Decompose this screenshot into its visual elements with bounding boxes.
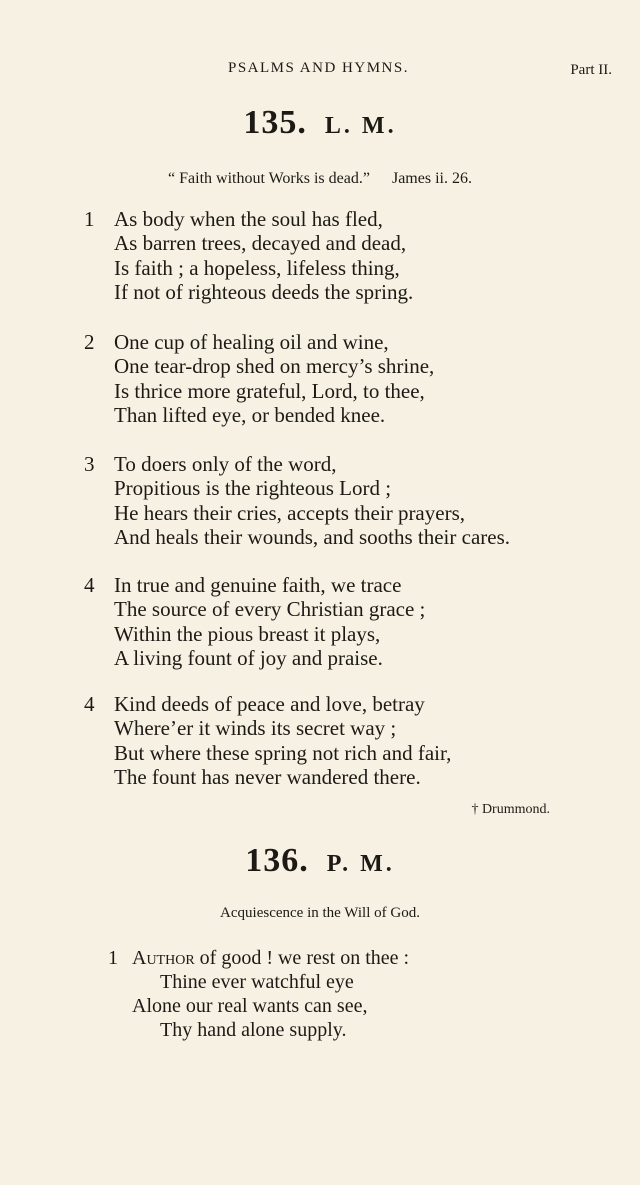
stanza-line: Within the pious breast it plays, <box>114 621 381 646</box>
first-word: Author <box>132 947 195 969</box>
stanza-3 <box>84 452 604 549</box>
stanza-line: If not of righteous deeds the spring. <box>114 279 414 304</box>
stanza-line: He hears their cries, accepts their prayers, <box>114 500 465 525</box>
stanza-line: Alone our real wants can see, <box>132 995 368 1017</box>
attribution: † Drummond. <box>471 802 550 817</box>
stanza-line: Is faith ; a hopeless, lifeless thing, <box>114 255 400 280</box>
stanza-line: The source of every Christian grace ; <box>114 597 426 622</box>
verse-number: 2 <box>84 330 95 354</box>
stanza-line: 4 Kind deeds of peace and love, betray <box>84 692 425 716</box>
running-head <box>0 60 640 86</box>
stanza-line: Propitious is the righteous Lord ; <box>114 476 392 501</box>
stanza-line: Where’er it winds its secret way ; <box>114 716 397 741</box>
hymn-136-epigraph: Acquiescence in the Will of God. <box>220 905 420 921</box>
hymn-meter: L. M. <box>324 113 397 139</box>
stanza-line: As barren trees, decayed and dead, <box>114 231 407 256</box>
stanza-line: 2 One cup of healing oil and wine, <box>84 330 389 354</box>
stanza-line: Than lifted eye, or bended knee. <box>114 402 386 427</box>
stanza-2 <box>84 330 604 427</box>
hymn-135-epigraph <box>0 170 640 188</box>
epigraph-quote: “ Faith without Works is dead.” <box>168 170 370 187</box>
stanza-4 <box>84 573 604 670</box>
verse-number: 1 <box>84 207 95 231</box>
stanza-line: 1 Author of good ! we rest on thee : <box>108 947 410 969</box>
hymn-136-stanza-1 <box>108 946 608 1042</box>
stanza-line: But where these spring not rich and fair, <box>114 740 452 765</box>
stanza-5 <box>84 692 604 789</box>
stanza-line: The fount has never wandered there. <box>114 764 421 789</box>
stanza-line: A living fount of joy and praise. <box>114 645 383 670</box>
epigraph-reference: James ii. 26. <box>391 170 472 187</box>
stanza-line: 3 To doers only of the word, <box>84 452 337 476</box>
stanza-line: Thine ever watchful eye <box>160 971 354 993</box>
verse-number: 4 <box>84 692 95 716</box>
hymn-meter: P. M. <box>326 851 395 877</box>
hymn-135-heading <box>0 104 640 142</box>
verse-number: 4 <box>84 573 95 597</box>
verse-number: 3 <box>84 452 95 476</box>
stanza-line: One tear-drop shed on mercy’s shrine, <box>114 354 435 379</box>
verse-number: 1 <box>108 947 118 969</box>
part-label: Part II. <box>570 62 612 78</box>
stanza-line: 4 In true and genuine faith, we trace <box>84 573 402 597</box>
hymn-number: 135. <box>243 104 307 141</box>
stanza-1 <box>84 207 604 304</box>
stanza-line: And heals their wounds, and sooths their cares. <box>114 524 510 549</box>
stanza-line: Thy hand alone supply. <box>160 1019 347 1041</box>
running-title: PSALMS AND HYMNS. <box>228 60 409 76</box>
stanza-line: 1 As body when the soul has fled, <box>84 207 383 231</box>
hymn-136-heading <box>0 842 640 880</box>
hymn-number: 136. <box>245 842 309 879</box>
stanza-line: Is thrice more grateful, Lord, to thee, <box>114 378 425 403</box>
